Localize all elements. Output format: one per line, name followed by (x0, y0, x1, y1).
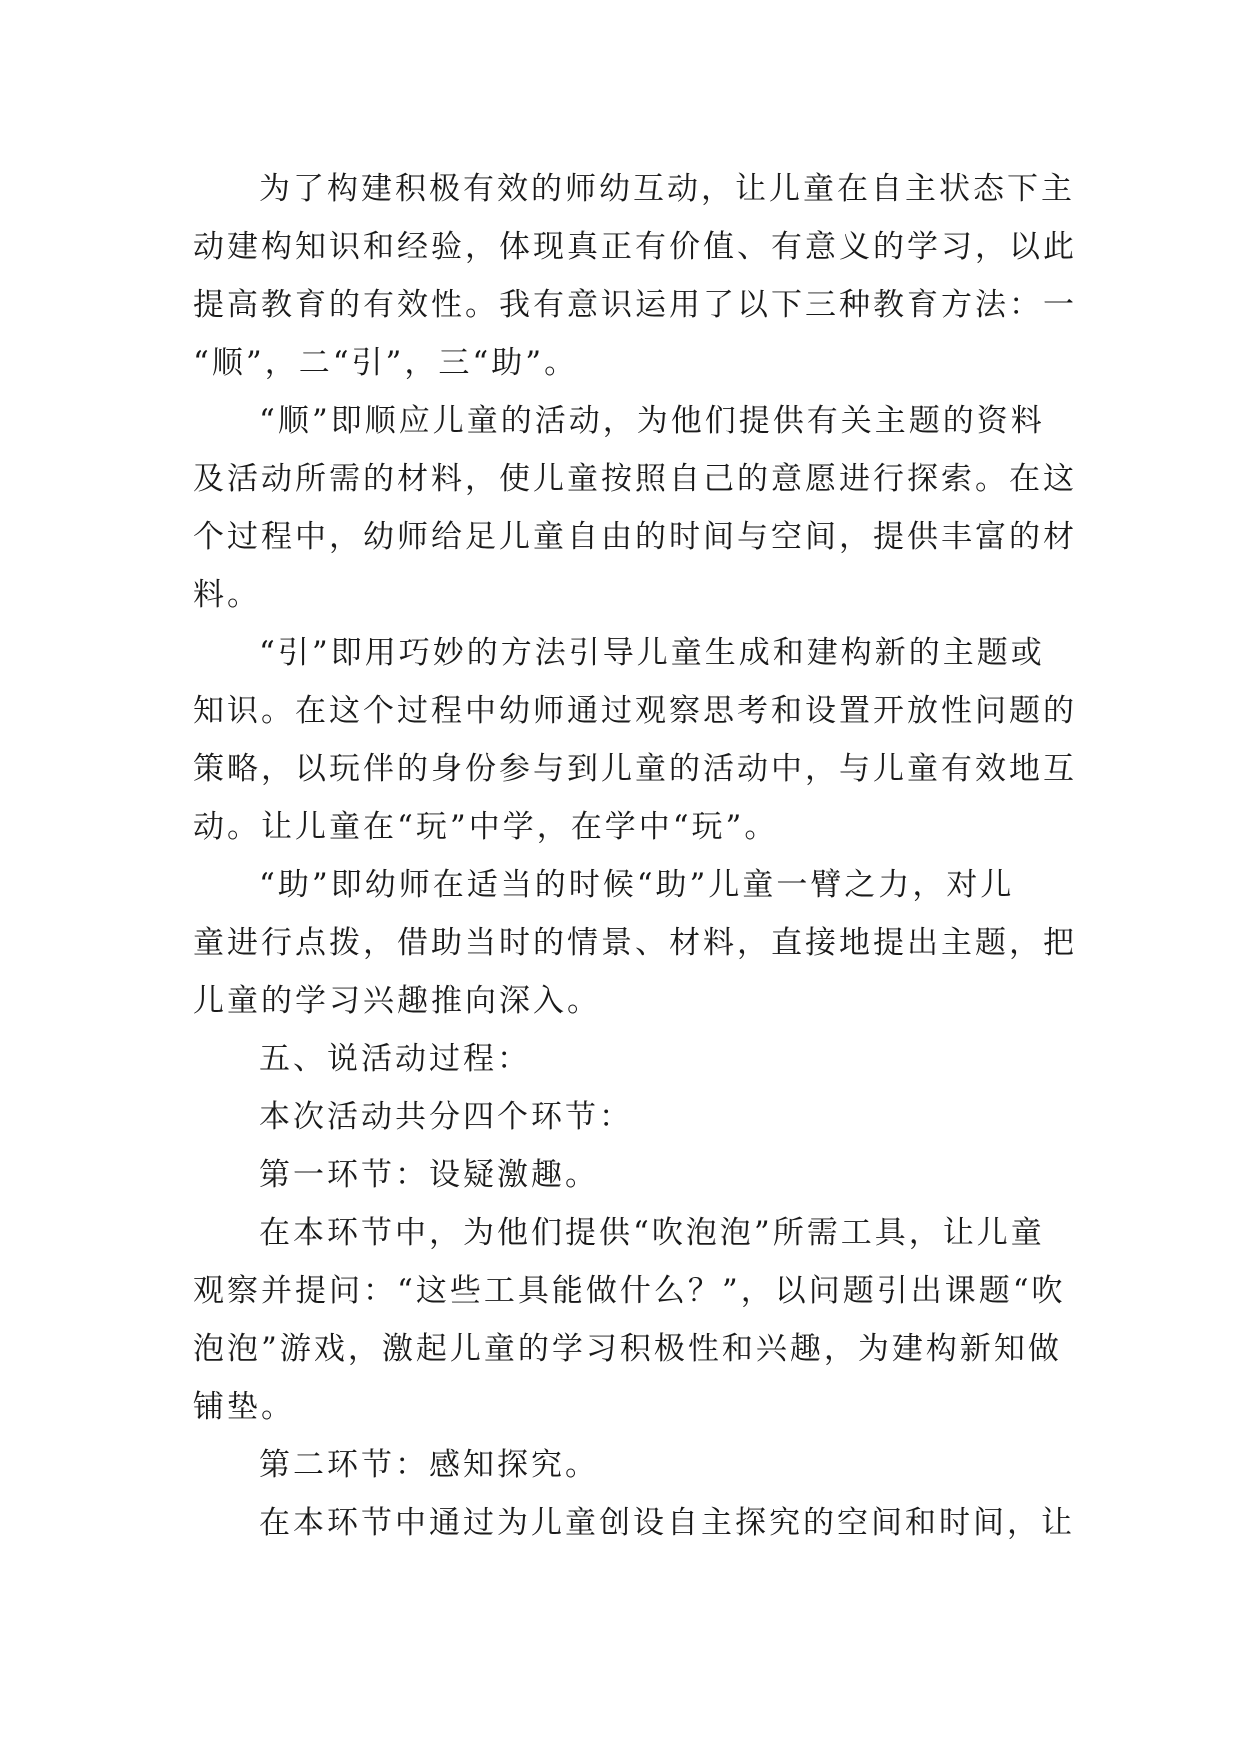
text-line: 料。 (193, 577, 261, 613)
body-text (193, 160, 1077, 1552)
text-line: 提高教育的有效性。我有意识运用了以下三种教育方法：一 (193, 287, 1077, 323)
text-line: 儿童的学习兴趣推向深入。 (193, 983, 601, 1019)
text-line: 策略，以玩伴的身份参与到儿童的活动中，与儿童有效地互 (193, 751, 1077, 787)
text-line: 本次活动共分四个环节： (259, 1099, 633, 1135)
text-line: 个过程中，幼师给足儿童自由的时间与空间，提供丰富的材 (193, 519, 1077, 555)
text-line: 第二环节：感知探究。 (259, 1447, 599, 1483)
text-line: 泡泡”游戏，激起儿童的学习积极性和兴趣，为建构新知做 (193, 1331, 1062, 1367)
text-line: 第一环节：设疑激趣。 (259, 1157, 599, 1193)
text-line: “顺”即顺应儿童的活动，为他们提供有关主题的资料 (259, 403, 1045, 439)
text-line: 及活动所需的材料，使儿童按照自己的意愿进行探索。在这 (193, 461, 1077, 497)
text-line: “助”即幼师在适当的时候“助”儿童一臂之力，对儿 (259, 867, 1015, 903)
text-line: 为了构建积极有效的师幼互动，让儿童在自主状态下主 (259, 171, 1075, 207)
text-line: 动。让儿童在“玩”中学，在学中“玩”。 (193, 809, 779, 845)
text-line: “顺”，二“引”，三“助”。 (193, 345, 579, 381)
text-line: 知识。在这个过程中幼师通过观察思考和设置开放性问题的 (193, 693, 1077, 729)
text-line: 观察并提问：“这些工具能做什么？”，以问题引出课题“吹 (193, 1273, 1066, 1309)
text-line: 在本环节中，为他们提供“吹泡泡”所需工具，让儿童 (259, 1215, 1045, 1251)
text-line: 铺垫。 (193, 1389, 295, 1425)
text-line: 五、说活动过程： (259, 1041, 531, 1077)
text-line: 在本环节中通过为儿童创设自主探究的空间和时间，让 (259, 1505, 1075, 1541)
text-line: “引”即用巧妙的方法引导儿童生成和建构新的主题或 (259, 635, 1045, 671)
text-line: 动建构知识和经验，体现真正有价值、有意义的学习，以此 (193, 229, 1077, 265)
text-line: 童进行点拨，借助当时的情景、材料，直接地提出主题，把 (193, 925, 1077, 961)
